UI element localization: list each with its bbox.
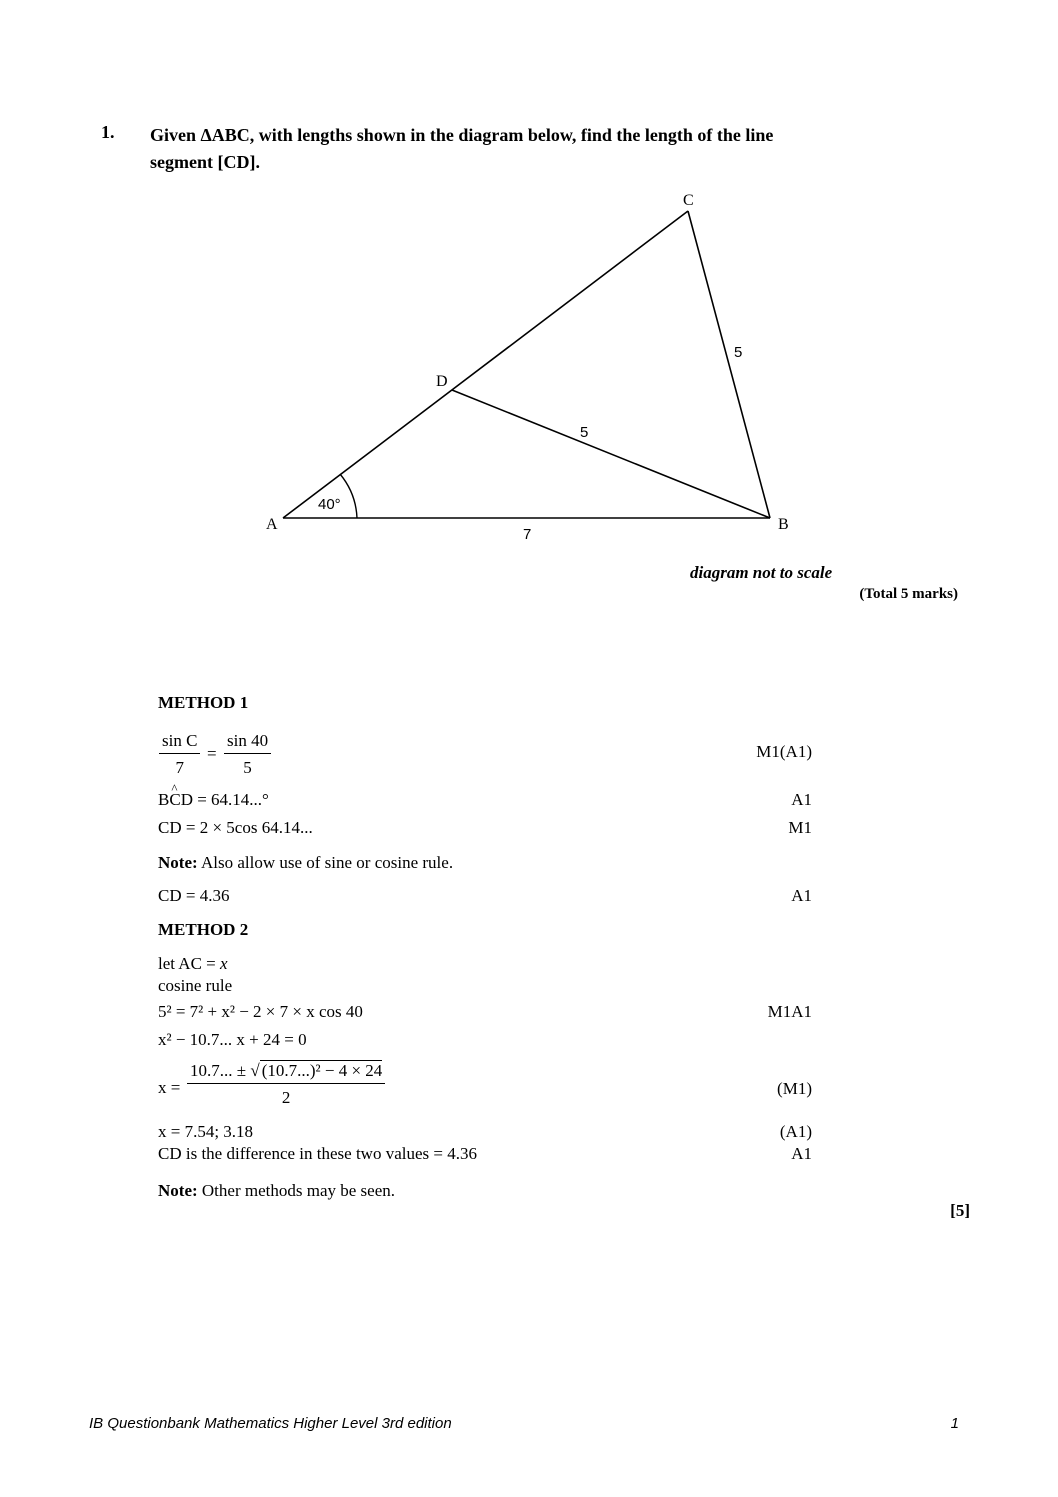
bcd-value: D = 64.14...° xyxy=(180,790,269,809)
fraction-2-numerator: sin 40 xyxy=(224,731,271,754)
method2-mark-3: M1A1 xyxy=(767,1002,812,1021)
final-marks: [5] xyxy=(950,1201,970,1220)
diagram-caption: diagram not to scale xyxy=(690,563,833,582)
method1-line-4: CD = 4.36 xyxy=(158,886,230,905)
quad-num-b: (10.7...)² − 4 × 24 xyxy=(261,1061,383,1080)
total-marks: (Total 5 marks) xyxy=(859,586,958,602)
method1-fraction-1 xyxy=(159,731,200,778)
length-bc: 5 xyxy=(734,344,743,361)
vertex-c: C xyxy=(683,192,694,209)
note-text-2: Other methods may be seen. xyxy=(197,1181,395,1200)
bcd-c-hat: ^ C xyxy=(169,790,180,810)
angle-arc xyxy=(340,474,357,518)
length-db: 5 xyxy=(580,424,589,441)
question-number: 1. xyxy=(101,122,115,142)
method1-mark-4: A1 xyxy=(791,886,812,905)
vertex-a: A xyxy=(266,516,278,533)
side-bc xyxy=(688,211,770,518)
method1-line-3: CD = 2 × 5cos 64.14... xyxy=(158,818,313,837)
let-ac: let AC = xyxy=(158,954,221,973)
quadratic-lhs: x = xyxy=(158,1078,181,1097)
quadratic-numerator: 10.7... ± √ (10.7...)² − 4 × 24 xyxy=(187,1060,385,1084)
method2-mark-5: (M1) xyxy=(777,1079,812,1098)
method1-mark-3: M1 xyxy=(788,818,812,837)
fraction-1-denominator: 7 xyxy=(175,758,184,777)
triangle-diagram xyxy=(0,0,1058,620)
note-label: Note: xyxy=(158,853,198,872)
method2-line-6: x = 7.54; 3.18 xyxy=(158,1122,254,1141)
fraction-1-numerator: sin C xyxy=(159,731,200,754)
method2-line-2: cosine rule xyxy=(158,976,233,995)
method1-mark-2: A1 xyxy=(791,790,812,809)
note-label-2: Note: xyxy=(158,1181,198,1200)
quadratic-fraction xyxy=(187,1060,385,1108)
method2-heading: METHOD 2 xyxy=(158,920,249,939)
method2-line-7: CD is the difference in these two values = 4.36 xyxy=(158,1144,477,1163)
equals-sign: = xyxy=(207,744,217,763)
footer-title: IB Questionbank Mathematics Higher Level 3rd edition xyxy=(89,1415,452,1432)
quadratic-denominator: 2 xyxy=(281,1088,291,1107)
method1-mark-1: M1(A1) xyxy=(756,742,812,761)
page-number: 1 xyxy=(950,1415,959,1432)
method2-line-3: 5² = 7² + x² − 2 × 7 × x cos 40 xyxy=(158,1002,363,1021)
quad-num-a: 10.7... ± xyxy=(190,1061,251,1080)
length-ab: 7 xyxy=(523,526,532,543)
vertex-d: D xyxy=(436,373,448,390)
method2-mark-7: A1 xyxy=(791,1144,812,1163)
angle-label: 40° xyxy=(318,496,341,513)
side-ac xyxy=(283,211,688,518)
fraction-2-denominator: 5 xyxy=(243,758,252,777)
bcd-b: B xyxy=(158,790,170,809)
method2-note xyxy=(158,1181,395,1201)
method1-note xyxy=(158,853,453,873)
method1-fraction-2 xyxy=(224,731,271,778)
question-text: Given ΔABC, with lengths shown in the diagram below, find the length of the line segment [CD]. xyxy=(150,125,774,172)
vertex-b: B xyxy=(778,516,789,533)
method2-line-4: x² − 10.7... x + 24 = 0 xyxy=(158,1030,307,1049)
method1-heading: METHOD 1 xyxy=(158,693,249,712)
note-text: Also allow use of sine or cosine rule. xyxy=(197,853,454,872)
method2-mark-6: (A1) xyxy=(779,1122,812,1141)
method2-line-1 xyxy=(158,954,228,974)
method1-line-2 xyxy=(158,790,269,810)
segment-db xyxy=(452,390,770,518)
variable-x: x xyxy=(220,954,228,973)
